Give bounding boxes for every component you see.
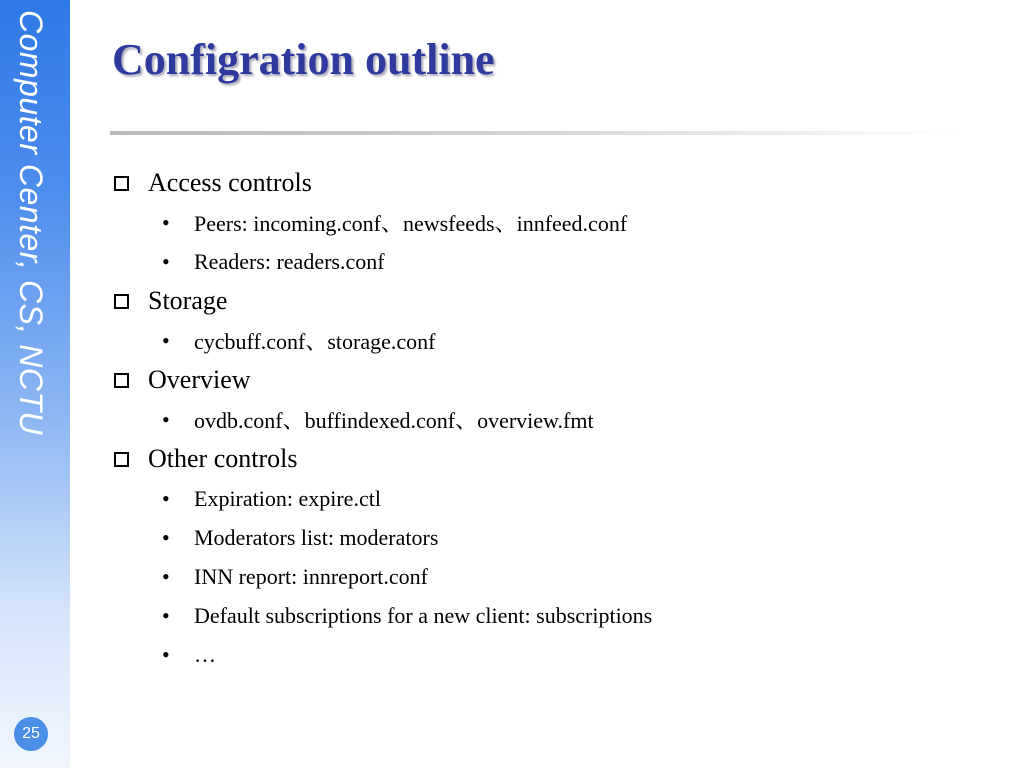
sidebar-banner — [0, 0, 70, 768]
list-item-text: Readers: readers.conf — [194, 248, 385, 274]
checkbox-bullet-icon — [114, 294, 129, 309]
checkbox-bullet-icon — [114, 373, 129, 388]
list-item — [112, 635, 992, 674]
list-item — [112, 400, 992, 439]
list-item-text: Default subscriptions for a new client: subscriptions — [194, 602, 653, 628]
bullet-dot-icon: • — [162, 327, 170, 353]
bullet-dot-icon: • — [162, 485, 170, 511]
bullet-dot-icon: • — [162, 563, 170, 589]
bullet-dot-icon: • — [162, 602, 170, 628]
list-item-text: Moderators list: moderators — [194, 524, 439, 550]
bullet-dot-icon: • — [162, 641, 170, 667]
list-item — [112, 596, 992, 635]
list-item-text: Expiration: expire.ctl — [194, 485, 381, 511]
checkbox-bullet-icon — [114, 176, 129, 191]
list-item-text: Peers: incoming.conf、newsfeeds、innfeed.conf — [194, 211, 628, 236]
bullet-dot-icon: • — [162, 406, 170, 432]
outline-list — [112, 163, 992, 674]
section-heading: Access controls — [148, 168, 312, 197]
list-item — [112, 557, 992, 596]
section-access-controls — [112, 165, 992, 201]
section-other-controls — [112, 441, 992, 477]
slide-title: Configration outline — [112, 35, 495, 84]
section-heading: Other controls — [148, 444, 298, 473]
sidebar-label: Computer Center, CS, NCTU — [13, 10, 49, 436]
list-item-text: ovdb.conf、buffindexed.conf、overview.fmt — [194, 408, 594, 433]
bullet-dot-icon: • — [162, 248, 170, 274]
list-item-text: INN report: innreport.conf — [194, 563, 428, 589]
title-divider — [110, 131, 960, 135]
bullet-dot-icon: • — [162, 524, 170, 550]
section-overview — [112, 362, 992, 398]
bullet-dot-icon: • — [162, 209, 170, 235]
section-storage — [112, 283, 992, 319]
section-heading: Storage — [148, 286, 228, 315]
list-item-text: … — [194, 641, 216, 667]
section-heading: Overview — [148, 365, 251, 394]
list-item — [112, 242, 992, 281]
list-item — [112, 321, 992, 360]
checkbox-bullet-icon — [114, 452, 129, 467]
list-item — [112, 203, 992, 242]
list-item-text: cycbuff.conf、storage.conf — [194, 329, 436, 354]
list-item — [112, 518, 992, 557]
page-number-badge: 25 — [14, 717, 48, 751]
list-item — [112, 479, 992, 518]
